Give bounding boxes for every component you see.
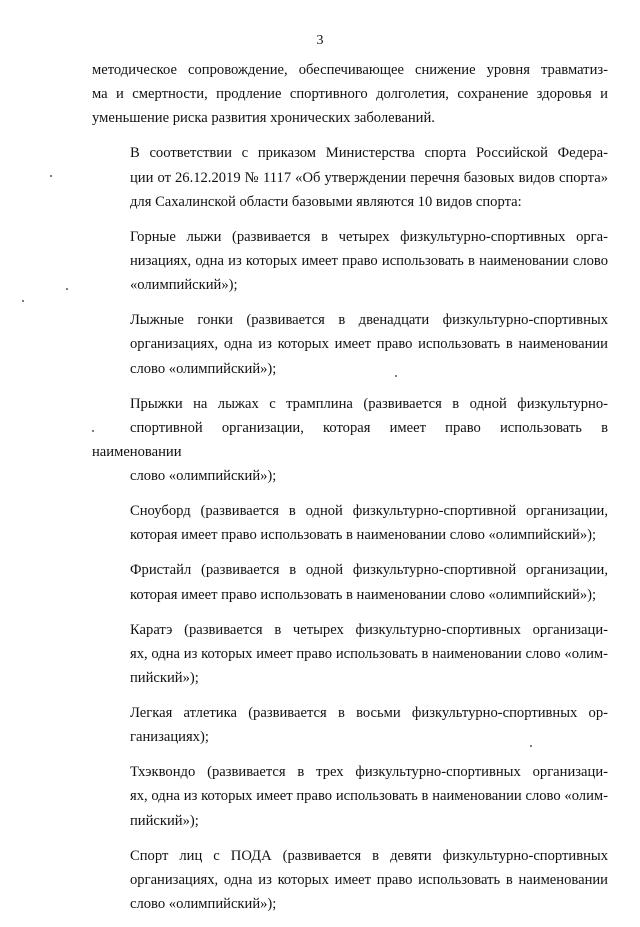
paragraph-line: Каратэ (развивается в четырех физкультурно-спортивных организаци- — [130, 621, 608, 638]
paragraph-p2 — [92, 225, 608, 298]
paragraph-line: пийский»); — [130, 812, 199, 829]
paragraph-line: которая имеет право использовать в наименовании слово «олимпийский»); — [130, 527, 597, 544]
paragraph-line: ции от 26.12.2019 № 1117 «Об утверждении перечня базовых видов спорта» — [130, 169, 608, 186]
scan-speck — [50, 175, 52, 177]
paragraph-line: Сноуборд (развивается в одной физкультурно-спортивной организации, — [130, 503, 608, 520]
document-body — [92, 58, 608, 927]
paragraph-line: ганизациях); — [130, 729, 209, 746]
paragraph-line: «олимпийский»); — [130, 277, 238, 294]
paragraph-line: ма и смертности, продление спортивного долголетия, сохранение здоровья и — [92, 86, 608, 103]
paragraph-line: Фристайл (развивается в одной физкультурно-спортивной организации, — [130, 562, 608, 579]
paragraph-line: Прыжки на лыжах с трамплина (развивается в одной физкультурно- — [130, 395, 608, 412]
paragraph-line: Легкая атлетика (развивается в восьми физкультурно-спортивных ор- — [130, 705, 608, 722]
scan-speck — [395, 375, 397, 377]
paragraph-p1 — [92, 141, 608, 214]
paragraph-line: низациях, одна из которых имеет право использовать в наименовании слово — [130, 253, 608, 270]
paragraph-line: которая имеет право использовать в наименовании слово «олимпийский»); — [130, 586, 597, 603]
paragraph-p5 — [92, 499, 608, 547]
paragraph-line: для Сахалинской области базовыми являются 10 видов спорта: — [130, 193, 522, 210]
paragraph-line: пийский»); — [130, 670, 199, 687]
paragraph-p0 — [92, 58, 608, 131]
paragraph-line: организациях, одна из которых имеет право использовать в наименовании — [130, 871, 608, 888]
paragraph-line: ях, одна из которых имеет право использовать в наименовании слово «олим- — [130, 645, 608, 662]
paragraph-p4 — [92, 392, 608, 489]
paragraph-line: организациях, одна из которых имеет право использовать в наименовании — [130, 336, 608, 353]
paragraph-p10 — [92, 844, 608, 917]
paragraph-line: уменьшение риска развития хронических заболеваний. — [92, 110, 435, 127]
paragraph-p8 — [92, 701, 608, 749]
paragraph-p7 — [92, 618, 608, 691]
scan-speck — [92, 430, 94, 432]
paragraph-line: Лыжные гонки (развивается в двенадцати физкультурно-спортивных — [130, 312, 608, 329]
paragraph-line: методическое сопровождение, обеспечивающее снижение уровня травматиз- — [92, 62, 608, 78]
paragraph-line: слово «олимпийский»); — [130, 360, 277, 377]
paragraph-line: спортивной организации, которая имеет право использовать в наименовании — [92, 419, 608, 461]
paragraph-line: ях, одна из которых имеет право использовать в наименовании слово «олим- — [130, 788, 608, 805]
paragraph-line: слово «олимпийский»); — [130, 896, 277, 913]
paragraph-line: слово «олимпийский»); — [130, 468, 277, 485]
page-number: 3 — [316, 33, 324, 48]
paragraph-p6 — [92, 558, 608, 606]
paragraph-line: Спорт лиц с ПОДА (развивается в девяти физкультурно-спортивных — [130, 847, 608, 864]
scan-speck — [22, 300, 24, 302]
paragraph-line: В соответствии с приказом Министерства спорта Российской Федера- — [130, 145, 608, 162]
paragraph-line: Горные лыжи (развивается в четырех физкультурно-спортивных орга- — [130, 228, 608, 245]
scan-speck — [66, 288, 68, 290]
paragraph-line: Тхэквондо (развивается в трех физкультурно-спортивных организаци- — [130, 764, 608, 781]
paragraph-p9 — [92, 760, 608, 833]
paragraph-p3 — [92, 308, 608, 381]
scan-speck — [530, 745, 532, 747]
